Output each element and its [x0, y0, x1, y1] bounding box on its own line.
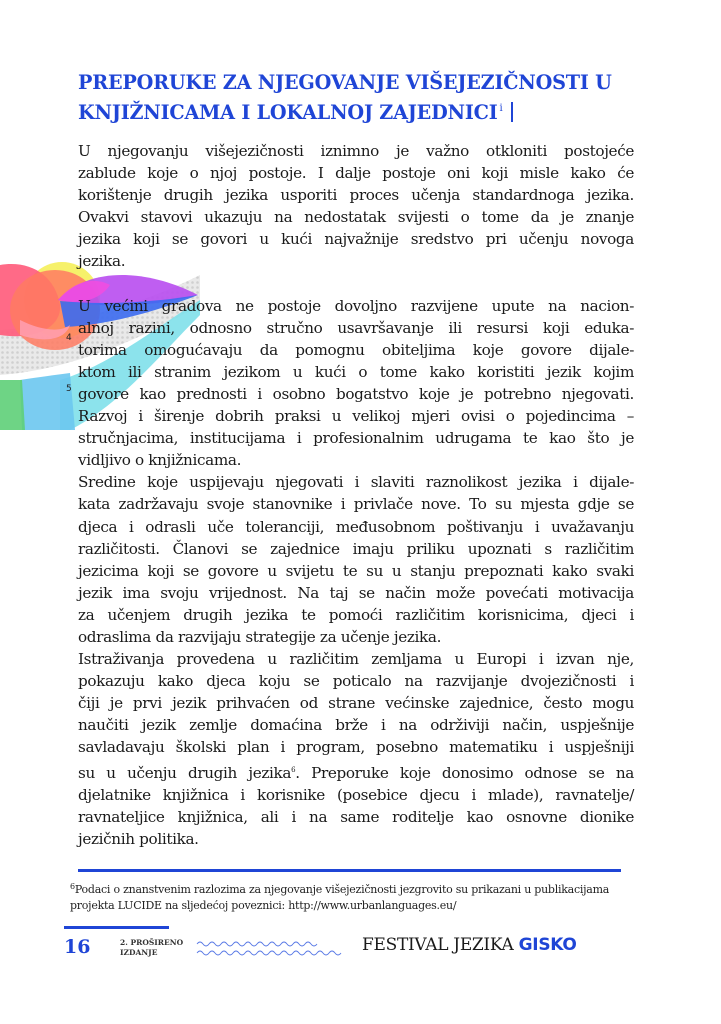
text-line: jezičnih politika.	[78, 829, 199, 848]
text-line: za učenjem drugih jezika te pomoći različitim korisnicima, djeci i	[78, 605, 634, 624]
text-line: jezika.	[78, 252, 126, 271]
footnote-marker: 6	[70, 882, 75, 891]
text-line: jezika koji se govori u kući najvažnije sredstvo pri učenju novoga	[78, 230, 634, 249]
text-line: torima omogućavaju da pomognu obiteljima koje govore dijale-	[78, 340, 634, 359]
footnote-reference[interactable]: 6	[291, 765, 296, 774]
paragraph-3	[78, 471, 634, 648]
text-line: različitosti. Članovi se zajednice imaju priliku upoznati s različitim	[78, 539, 634, 558]
footnote-divider	[78, 869, 621, 872]
footnote-text: Podaci o znanstvenim razlozima za njegovanje višejezičnosti jezgrovito su prikazani u publikacijama projekta LUCIDE na sljedećoj poveznici: http://www.urbanlanguages.eu/	[70, 883, 610, 912]
paragraph-4	[78, 648, 634, 850]
light-blue-shape	[20, 373, 75, 430]
text-line: vidljivo o knjižnicama.	[78, 451, 242, 470]
article-body	[78, 140, 634, 850]
text-line: čiji je prvi jezik prihvaćen od strane većinske zajednice, često mogu	[78, 694, 634, 713]
text-line: govore kao prednosti i osobno bogatstvo koje je potrebno njegovati.	[78, 384, 634, 403]
text-fragment: su u učenju drugih jezika	[78, 763, 292, 782]
text-line: djeca i odrasli uče toleranciji, međusobnom poštivanju i uvažavanju	[78, 517, 634, 536]
text-line: odraslima da razvijaju strategije za učenje jezika.	[78, 627, 442, 646]
green-shape	[0, 380, 25, 430]
text-line: jezicima koji se govore u svijetu te su u stanju prepoznati kako svaki	[78, 561, 634, 580]
text-line: korištenje drugih jezika usporiti proces učenja standardnoga jezika.	[78, 186, 634, 205]
text-line: ravnateljice knjižnica, ali i na same roditelje kao osnovne dionike	[78, 807, 634, 826]
text-line: Ovakvi stavovi ukazuju na nedostatak svijesti o tome da je znanje	[78, 208, 634, 227]
text-line: stručnjacima, institucijama i profesionalnim udrugama te kao što je	[78, 429, 634, 448]
edition-line-2: IZDANJE	[120, 948, 158, 957]
handwritten-script-logo	[195, 937, 355, 959]
text-line: jezik ima svoju vrijednost. Na taj se način može povećati motivacija	[78, 583, 634, 602]
paragraph-2	[78, 295, 634, 472]
festival-accent: GISKO	[518, 935, 577, 955]
page-title	[78, 70, 638, 126]
text-line: alnoj razini, odnosno stručno usavršavanje ili resursi koji eduka-	[78, 318, 634, 337]
title-bar-ornament	[511, 102, 513, 122]
text-line: U njegovanju višejezičnosti iznimno je važno otkloniti postojeće	[78, 142, 634, 160]
text-line-with-footnote	[78, 759, 634, 784]
text-line: Istraživanja provedena u različitim zemljama u Europi i izvan nje,	[78, 650, 634, 669]
page-number: 16	[64, 936, 91, 958]
margin-note-marker: 5	[66, 384, 72, 394]
paragraph-1	[78, 140, 634, 273]
text-line: savladavaju školski plan i program, posebno matematiku i uspješniji	[78, 738, 634, 757]
text-line: ktom ili stranim jezikom u kući o tome kako koristiti jezik kojim	[78, 362, 634, 381]
text-line: pokazuju kako djeca koju se poticalo na razvijanje dvojezičnosti i	[78, 672, 634, 691]
edition-label	[120, 938, 183, 958]
footnote	[70, 879, 630, 914]
title-line-2: KNJIŽNICAMA I LOKALNOJ ZAJEDNICI	[78, 101, 498, 124]
title-endnote-marker[interactable]: i	[499, 103, 503, 114]
text-fragment: . Preporuke koje donosimo odnose se na	[295, 763, 635, 782]
text-line: Razvoj i širenje dobrih praksi u velikoj mjeri ovisi o pojedincima –	[78, 407, 634, 426]
edition-line-1: 2. PROŠIRENO	[120, 938, 184, 947]
festival-name: FESTIVAL JEZIKA	[362, 935, 514, 955]
text-line: U većini gradova ne postoje dovoljno razvijene upute na nacion-	[78, 296, 634, 315]
footer-divider	[64, 926, 169, 929]
margin-note-marker: 4	[66, 333, 72, 343]
text-line: kata zadržavaju svoje stanovnike i privlače nove. To su mjesta gdje se	[78, 495, 634, 514]
text-line: Sredine koje uspijevaju njegovati i slaviti raznolikost jezika i dijale-	[78, 473, 634, 492]
text-line: djelatnike knjižnica i korisnike (posebice djecu i mlade), ravnatelje/	[78, 785, 634, 804]
text-line: zablude koje o njoj postoje. I dalje postoje oni koji misle kako će	[78, 164, 634, 183]
title-line-1: PREPORUKE ZA NJEGOVANJE VIŠEJEZIČNOSTI U	[78, 71, 612, 94]
text-line: naučiti jezik zemlje domaćina brže i na održiviji način, uspješnije	[78, 716, 634, 735]
festival-brand	[362, 935, 577, 955]
